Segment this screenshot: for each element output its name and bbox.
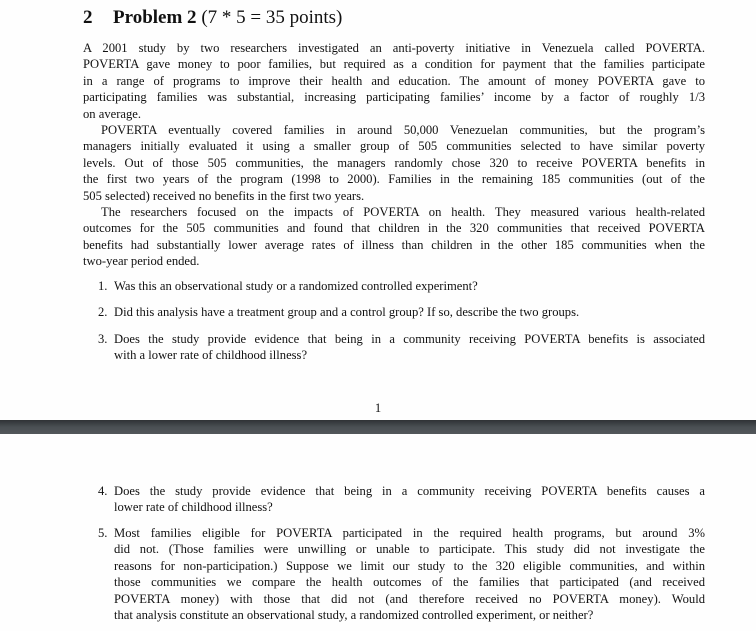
paragraph-line: 505 selected) received no benefits in the first two years. — [83, 188, 365, 203]
section-number: 2 — [83, 7, 93, 28]
paragraph-line: outcomes for the 505 communities and found that children in the 320 communities that received POVERTA — [83, 221, 705, 236]
paragraph-line: The researchers focused on the impacts of POVERTA on health. They measured various health-related — [101, 205, 705, 219]
question-line: with a lower rate of childhood illness? — [114, 348, 308, 363]
question-number: 4. — [98, 484, 108, 498]
paragraph-line: A 2001 study by two researchers investigated an anti-poverty initiative in Venezuela called POVERTA. — [83, 41, 705, 55]
page-separator — [0, 420, 756, 434]
question-line: Was this an observational study or a randomized controlled experiment? — [114, 279, 478, 293]
question-number: 1. — [98, 279, 108, 293]
paragraph-line: the first two years of the program (1998 to 2000). Families in the remaining 185 communities (out of the — [83, 172, 705, 187]
paragraph-line: POVERTA gave money to poor families, but required as a condition for payment that the families participate — [83, 57, 705, 72]
paragraph-line: on average. — [83, 106, 142, 121]
question-line: those communities we compare the health outcomes of the families that participated (and received — [114, 575, 705, 590]
paragraph-line: POVERTA eventually covered families in around 50,000 Venezuelan communities, but the program’s — [101, 123, 705, 137]
page-number: 1 — [374, 401, 382, 415]
question-line: Does the study provide evidence that being in a community receiving POVERTA benefits causes a — [114, 484, 705, 498]
question-line: that analysis constitute an observational study, a randomized controlled experiment, or neither? — [114, 608, 594, 622]
question-line: Most families eligible for POVERTA participated in the required health programs, but around 3% — [114, 526, 705, 540]
section-title-text: Problem 2 — [113, 7, 197, 28]
question-line: did not. (Those families were unwilling or unable to participate. This study did not investigate the — [114, 542, 705, 557]
question-number: 2. — [98, 305, 108, 319]
paragraph-line: levels. Out of those 505 communities, the managers randomly chose 320 to receive POVERTA benefits in — [83, 155, 705, 170]
paragraph-line: two-year period ended. — [83, 254, 200, 269]
paragraph-line: managers initially evaluated it using a smaller group of 505 communities selected to have similar poverty — [83, 139, 705, 154]
question-line: lower rate of childhood illness? — [114, 500, 273, 515]
question-line: reasons for non-participation.) Suppose we limit our study to the 320 eligible communities, and within — [114, 558, 705, 573]
question-number: 5. — [98, 526, 108, 540]
section-title — [113, 7, 342, 29]
question-number: 3. — [98, 332, 108, 346]
question-line: Did this analysis have a treatment group and a control group? If so, describe the two groups. — [114, 305, 580, 319]
question-line: POVERTA money) with those that did not (and therefore received no POVERTA money). Would — [114, 591, 705, 606]
paragraph-line: in a range of programs to improve their health and education. The amount of money POVERTA gave to — [83, 73, 705, 88]
paragraph-line: participating families was substantial, increasing participating families’ income by a factor of roughly 1/3 — [83, 90, 705, 105]
question-line: Does the study provide evidence that being in a community receiving POVERTA benefits is associated — [114, 332, 705, 346]
paragraph-line: benefits had substantially lower average rates of illness than children in the other 185 communities when the — [83, 237, 705, 252]
section-points: (7 * 5 = 35 points) — [201, 7, 343, 28]
